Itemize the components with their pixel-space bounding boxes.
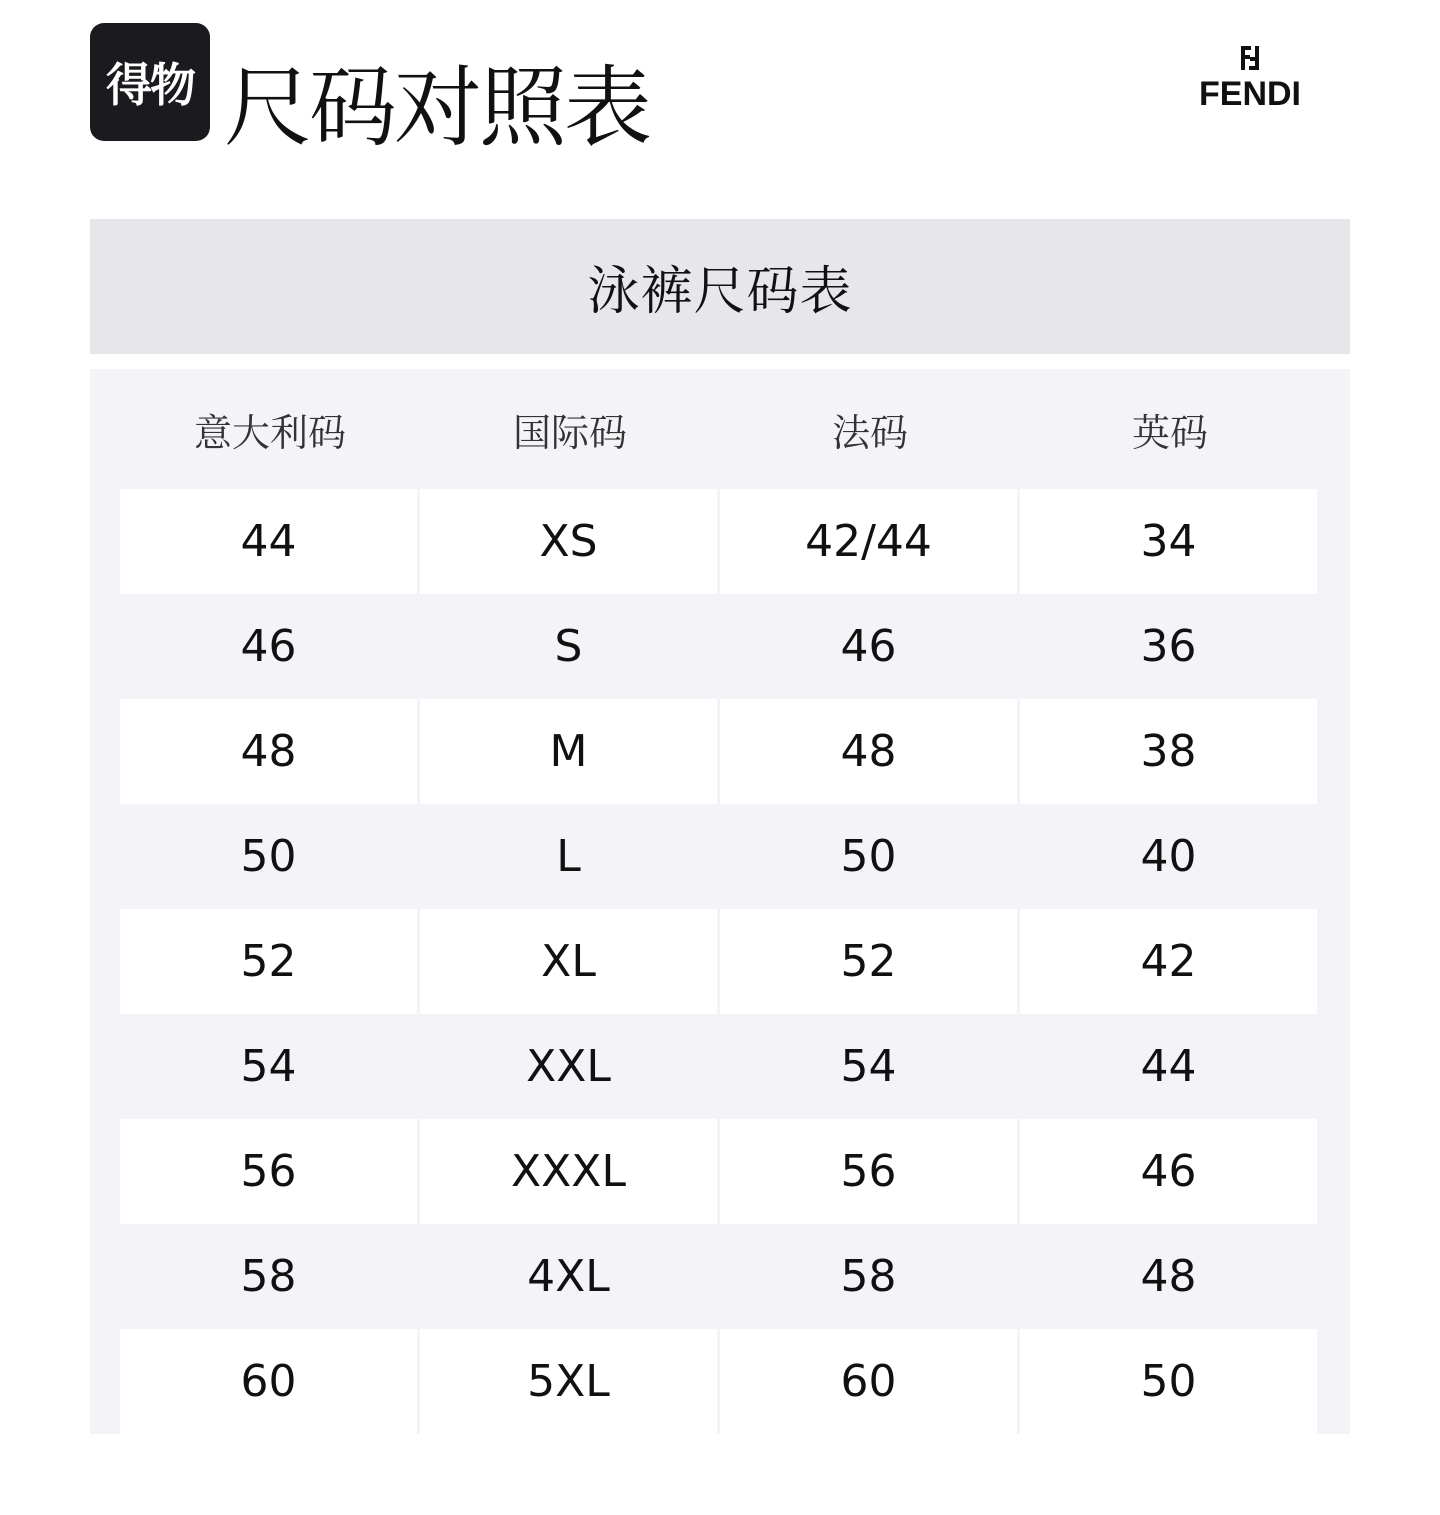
- brand-logo: [1180, 44, 1320, 114]
- table-row: [120, 1014, 1317, 1119]
- table-row: [120, 909, 1317, 1014]
- cell-uk: 44: [1017, 1014, 1317, 1119]
- cell-italy: 58: [120, 1224, 417, 1329]
- cell-italy: 56: [120, 1119, 417, 1224]
- column-header-uk: 英码: [1131, 410, 1208, 455]
- cell-international: M: [420, 699, 717, 804]
- cell-international: XXXL: [420, 1119, 717, 1224]
- cell-france: 54: [717, 1014, 1017, 1119]
- cell-international: XXL: [417, 1014, 717, 1119]
- column-header-france: 法码: [831, 410, 908, 455]
- cell-italy: 46: [120, 594, 417, 699]
- cell-italy: 48: [120, 699, 417, 804]
- cell-italy: 50: [120, 804, 417, 909]
- cell-italy: 44: [120, 489, 417, 594]
- cell-france: 60: [720, 1329, 1017, 1434]
- fendi-ff-logo-icon: [1239, 44, 1261, 72]
- column-header-italy: 意大利码: [193, 410, 346, 455]
- brand-name: FENDI: [1199, 75, 1301, 113]
- app-logo: [90, 23, 210, 141]
- table-header-row: [120, 369, 1320, 489]
- cell-uk: 38: [1020, 699, 1317, 804]
- cell-international: XS: [420, 489, 717, 594]
- cell-international: 4XL: [417, 1224, 717, 1329]
- table-row: [120, 1224, 1317, 1329]
- cell-international: XL: [420, 909, 717, 1014]
- table-body: [120, 489, 1317, 1434]
- page-title: 尺码对照表: [224, 56, 650, 159]
- size-table: [90, 369, 1350, 1434]
- table-row: [120, 1119, 1317, 1224]
- cell-uk: 50: [1020, 1329, 1317, 1434]
- cell-international: L: [417, 804, 717, 909]
- table-row: [120, 699, 1317, 804]
- cell-france: 52: [720, 909, 1017, 1014]
- cell-france: 56: [720, 1119, 1017, 1224]
- cell-international: 5XL: [420, 1329, 717, 1434]
- cell-uk: 40: [1017, 804, 1317, 909]
- cell-italy: 60: [120, 1329, 417, 1434]
- table-row: [120, 1329, 1317, 1434]
- table-row: [120, 594, 1317, 699]
- cell-uk: 36: [1017, 594, 1317, 699]
- table-title: 泳裤尺码表: [587, 262, 853, 322]
- cell-france: 58: [717, 1224, 1017, 1329]
- cell-italy: 54: [120, 1014, 417, 1119]
- cell-uk: 48: [1017, 1224, 1317, 1329]
- cell-france: 42/44: [720, 489, 1017, 594]
- cell-france: 46: [717, 594, 1017, 699]
- cell-uk: 42: [1020, 909, 1317, 1014]
- table-row: [120, 804, 1317, 909]
- cell-france: 50: [717, 804, 1017, 909]
- cell-france: 48: [720, 699, 1017, 804]
- table-title-bar: [90, 219, 1350, 354]
- app-logo-text: 得物: [106, 58, 194, 112]
- table-row: [120, 489, 1317, 594]
- cell-uk: 46: [1020, 1119, 1317, 1224]
- cell-uk: 34: [1020, 489, 1317, 594]
- cell-international: S: [417, 594, 717, 699]
- column-header-international: 国际码: [512, 410, 627, 455]
- cell-italy: 52: [120, 909, 417, 1014]
